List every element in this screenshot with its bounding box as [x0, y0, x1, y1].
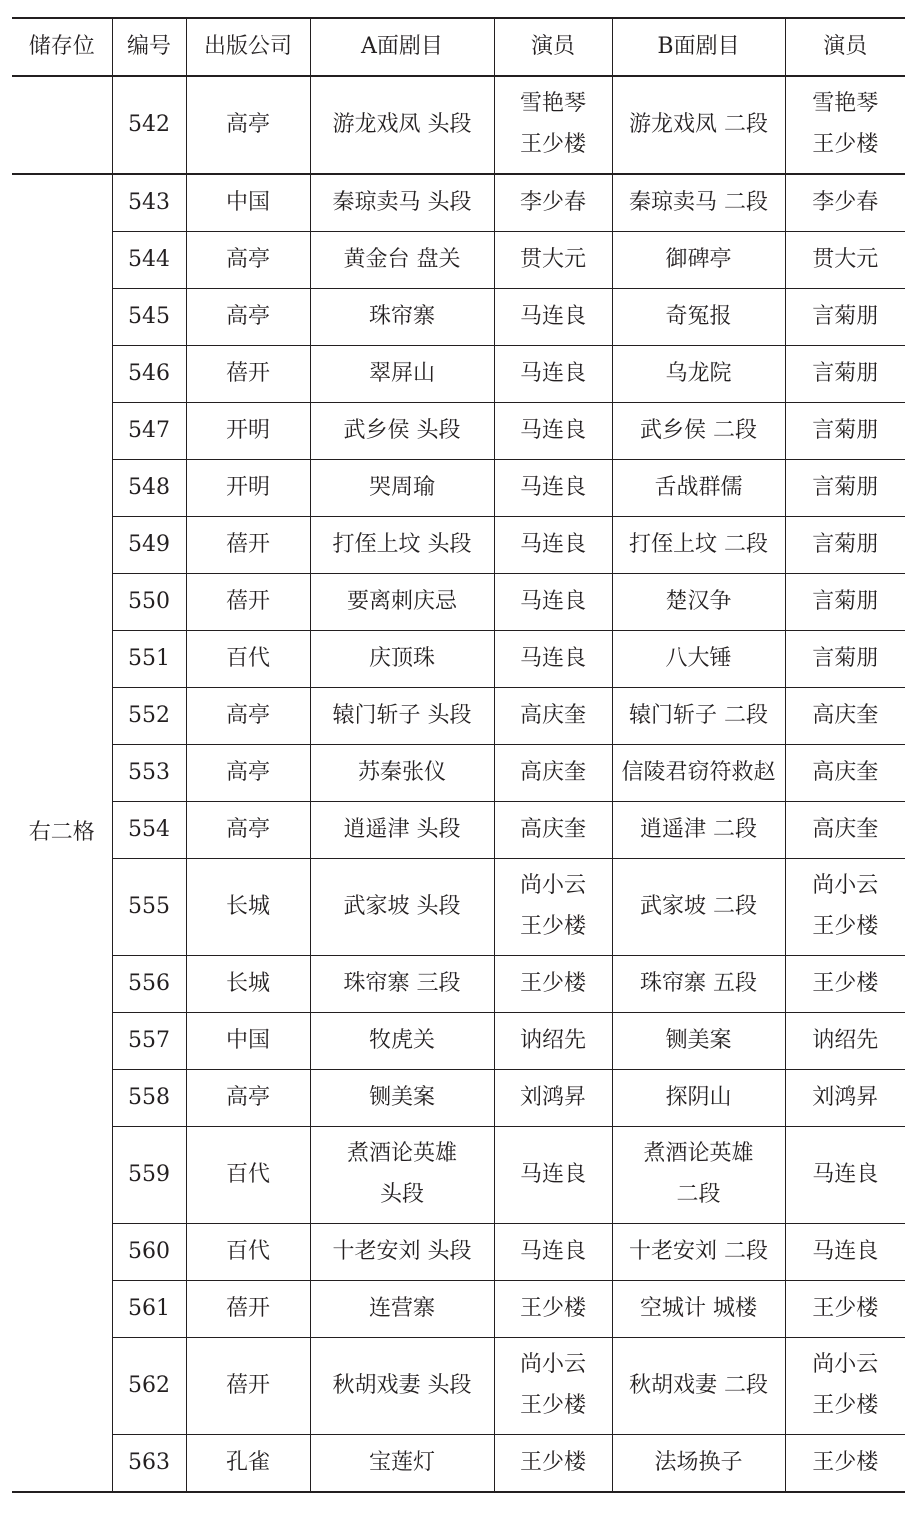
- table-row: [12, 174, 905, 232]
- side-a-actor-cell: 高庆奎: [494, 802, 612, 859]
- number-cell: 544: [112, 232, 186, 289]
- side-b-actor-cell: 言菊朋: [785, 289, 905, 346]
- side-b-actor-cell: 言菊朋: [785, 574, 905, 631]
- number-cell: 560: [112, 1224, 186, 1281]
- number-cell: 559: [112, 1127, 186, 1224]
- publisher-cell: 蓓开: [186, 346, 310, 403]
- table-row: [12, 403, 905, 460]
- side-b-title-cell: 八大锤: [612, 631, 785, 688]
- table-row: [12, 289, 905, 346]
- side-b-title-cell: 舌战群儒: [612, 460, 785, 517]
- side-b-actor-cell: 言菊朋: [785, 631, 905, 688]
- table-row: [12, 1338, 905, 1435]
- publisher-cell: 高亭: [186, 802, 310, 859]
- side-a-actor-cell: 马连良: [494, 346, 612, 403]
- side-a-title-cell: 苏秦张仪: [310, 745, 494, 802]
- side-a-actor-cell: 王少楼: [494, 1435, 612, 1493]
- publisher-cell: 开明: [186, 460, 310, 517]
- side-a-title-cell: 珠帘寨: [310, 289, 494, 346]
- side-a-title-cell: 秦琼卖马 头段: [310, 174, 494, 232]
- side-b-actor-cell: 王少楼: [785, 1281, 905, 1338]
- table-row: [12, 460, 905, 517]
- side-a-actor-cell: 雪艳琴 王少楼: [494, 76, 612, 174]
- number-cell: 553: [112, 745, 186, 802]
- side-a-actor-cell: 马连良: [494, 631, 612, 688]
- table-row: [12, 745, 905, 802]
- publisher-cell: 高亭: [186, 688, 310, 745]
- header-number: 编号: [112, 18, 186, 76]
- side-a-actor-cell: 马连良: [494, 1127, 612, 1224]
- side-a-actor-cell: 马连良: [494, 403, 612, 460]
- side-b-title-cell: 逍遥津 二段: [612, 802, 785, 859]
- side-b-actor-cell: 尚小云 王少楼: [785, 1338, 905, 1435]
- number-cell: 547: [112, 403, 186, 460]
- header-publisher: 出版公司: [186, 18, 310, 76]
- number-cell: 552: [112, 688, 186, 745]
- side-b-title-cell: 秦琼卖马 二段: [612, 174, 785, 232]
- side-b-title-cell: 御碑亭: [612, 232, 785, 289]
- publisher-cell: 长城: [186, 956, 310, 1013]
- side-b-actor-cell: 高庆奎: [785, 688, 905, 745]
- side-a-actor-cell: 马连良: [494, 1224, 612, 1281]
- side-b-actor-cell: 尚小云 王少楼: [785, 859, 905, 956]
- side-a-title-cell: 黄金台 盘关: [310, 232, 494, 289]
- table-row: [12, 76, 905, 174]
- side-a-actor-cell: 讷绍先: [494, 1013, 612, 1070]
- number-cell: 562: [112, 1338, 186, 1435]
- publisher-cell: 高亭: [186, 1070, 310, 1127]
- side-b-actor-cell: 贯大元: [785, 232, 905, 289]
- side-a-actor-cell: 贯大元: [494, 232, 612, 289]
- header-side-a-actor: 演员: [494, 18, 612, 76]
- side-b-title-cell: 法场换子: [612, 1435, 785, 1493]
- side-b-title-cell: 探阴山: [612, 1070, 785, 1127]
- storage-location-cell: 右二格: [12, 174, 112, 1492]
- side-b-actor-cell: 马连良: [785, 1127, 905, 1224]
- table-header-row: [12, 18, 905, 76]
- publisher-cell: 蓓开: [186, 1281, 310, 1338]
- side-b-title-cell: 空城计 城楼: [612, 1281, 785, 1338]
- side-a-actor-cell: 高庆奎: [494, 745, 612, 802]
- side-b-title-cell: 武乡侯 二段: [612, 403, 785, 460]
- side-b-title-cell: 信陵君窃符救赵: [612, 745, 785, 802]
- record-catalog-table: [12, 17, 905, 1493]
- side-b-title-cell: 铡美案: [612, 1013, 785, 1070]
- side-a-title-cell: 武乡侯 头段: [310, 403, 494, 460]
- publisher-cell: 蓓开: [186, 517, 310, 574]
- side-a-title-cell: 游龙戏凤 头段: [310, 76, 494, 174]
- side-a-title-cell: 珠帘寨 三段: [310, 956, 494, 1013]
- publisher-cell: 百代: [186, 1127, 310, 1224]
- side-b-actor-cell: 言菊朋: [785, 517, 905, 574]
- side-b-title-cell: 奇冤报: [612, 289, 785, 346]
- publisher-cell: 蓓开: [186, 574, 310, 631]
- side-a-title-cell: 要离刺庆忌: [310, 574, 494, 631]
- side-a-title-cell: 逍遥津 头段: [310, 802, 494, 859]
- side-b-title-cell: 辕门斩子 二段: [612, 688, 785, 745]
- publisher-cell: 高亭: [186, 745, 310, 802]
- side-b-title-cell: 楚汉争: [612, 574, 785, 631]
- side-a-title-cell: 十老安刘 头段: [310, 1224, 494, 1281]
- header-side-b-actor: 演员: [785, 18, 905, 76]
- publisher-cell: 高亭: [186, 232, 310, 289]
- storage-location-cell: [12, 76, 112, 174]
- number-cell: 543: [112, 174, 186, 232]
- number-cell: 558: [112, 1070, 186, 1127]
- table-row: [12, 859, 905, 956]
- side-b-actor-cell: 李少春: [785, 174, 905, 232]
- side-a-actor-cell: 马连良: [494, 289, 612, 346]
- side-a-title-cell: 连营寨: [310, 1281, 494, 1338]
- side-b-title-cell: 十老安刘 二段: [612, 1224, 785, 1281]
- side-a-actor-cell: 尚小云 王少楼: [494, 859, 612, 956]
- side-b-actor-cell: 刘鸿昇: [785, 1070, 905, 1127]
- side-b-title-cell: 武家坡 二段: [612, 859, 785, 956]
- side-b-actor-cell: 高庆奎: [785, 745, 905, 802]
- side-a-title-cell: 宝莲灯: [310, 1435, 494, 1493]
- side-b-actor-cell: 言菊朋: [785, 460, 905, 517]
- table-row: [12, 956, 905, 1013]
- side-a-title-cell: 煮酒论英雄 头段: [310, 1127, 494, 1224]
- side-a-title-cell: 翠屏山: [310, 346, 494, 403]
- side-a-actor-cell: 李少春: [494, 174, 612, 232]
- side-b-actor-cell: 高庆奎: [785, 802, 905, 859]
- number-cell: 554: [112, 802, 186, 859]
- side-a-title-cell: 庆顶珠: [310, 631, 494, 688]
- side-b-title-cell: 乌龙院: [612, 346, 785, 403]
- table-row: [12, 346, 905, 403]
- publisher-cell: 高亭: [186, 289, 310, 346]
- side-b-title-cell: 打侄上坟 二段: [612, 517, 785, 574]
- table-row: [12, 1070, 905, 1127]
- side-b-title-cell: 珠帘寨 五段: [612, 956, 785, 1013]
- side-a-actor-cell: 高庆奎: [494, 688, 612, 745]
- publisher-cell: 孔雀: [186, 1435, 310, 1493]
- publisher-cell: 中国: [186, 174, 310, 232]
- side-b-actor-cell: 言菊朋: [785, 403, 905, 460]
- side-a-title-cell: 武家坡 头段: [310, 859, 494, 956]
- table-row: [12, 1224, 905, 1281]
- table-row: [12, 517, 905, 574]
- side-a-title-cell: 秋胡戏妻 头段: [310, 1338, 494, 1435]
- side-a-actor-cell: 马连良: [494, 574, 612, 631]
- publisher-cell: 高亭: [186, 76, 310, 174]
- publisher-cell: 百代: [186, 631, 310, 688]
- side-a-title-cell: 打侄上坟 头段: [310, 517, 494, 574]
- number-cell: 563: [112, 1435, 186, 1493]
- side-b-actor-cell: 讷绍先: [785, 1013, 905, 1070]
- publisher-cell: 中国: [186, 1013, 310, 1070]
- number-cell: 555: [112, 859, 186, 956]
- side-b-title-cell: 游龙戏凤 二段: [612, 76, 785, 174]
- side-b-title-cell: 秋胡戏妻 二段: [612, 1338, 785, 1435]
- number-cell: 550: [112, 574, 186, 631]
- number-cell: 545: [112, 289, 186, 346]
- side-a-title-cell: 辕门斩子 头段: [310, 688, 494, 745]
- publisher-cell: 蓓开: [186, 1338, 310, 1435]
- side-a-actor-cell: 马连良: [494, 517, 612, 574]
- side-a-title-cell: 牧虎关: [310, 1013, 494, 1070]
- table-row: [12, 232, 905, 289]
- table-row: [12, 1435, 905, 1493]
- number-cell: 549: [112, 517, 186, 574]
- header-side-b-title: B面剧目: [612, 18, 785, 76]
- number-cell: 561: [112, 1281, 186, 1338]
- header-side-a-title: A面剧目: [310, 18, 494, 76]
- header-storage-location: 储存位: [12, 18, 112, 76]
- number-cell: 548: [112, 460, 186, 517]
- side-a-title-cell: 铡美案: [310, 1070, 494, 1127]
- table-row: [12, 1013, 905, 1070]
- side-a-actor-cell: 刘鸿昇: [494, 1070, 612, 1127]
- side-a-actor-cell: 马连良: [494, 460, 612, 517]
- number-cell: 556: [112, 956, 186, 1013]
- side-b-title-cell: 煮酒论英雄 二段: [612, 1127, 785, 1224]
- table-row: [12, 631, 905, 688]
- number-cell: 542: [112, 76, 186, 174]
- side-a-title-cell: 哭周瑜: [310, 460, 494, 517]
- publisher-cell: 百代: [186, 1224, 310, 1281]
- side-a-actor-cell: 王少楼: [494, 1281, 612, 1338]
- side-b-actor-cell: 言菊朋: [785, 346, 905, 403]
- publisher-cell: 长城: [186, 859, 310, 956]
- side-b-actor-cell: 王少楼: [785, 1435, 905, 1493]
- table-row: [12, 1127, 905, 1224]
- table-row: [12, 574, 905, 631]
- table-row: [12, 802, 905, 859]
- number-cell: 546: [112, 346, 186, 403]
- side-a-actor-cell: 尚小云 王少楼: [494, 1338, 612, 1435]
- side-b-actor-cell: 马连良: [785, 1224, 905, 1281]
- side-b-actor-cell: 王少楼: [785, 956, 905, 1013]
- table-row: [12, 688, 905, 745]
- number-cell: 551: [112, 631, 186, 688]
- publisher-cell: 开明: [186, 403, 310, 460]
- side-b-actor-cell: 雪艳琴 王少楼: [785, 76, 905, 174]
- side-a-actor-cell: 王少楼: [494, 956, 612, 1013]
- number-cell: 557: [112, 1013, 186, 1070]
- table-row: [12, 1281, 905, 1338]
